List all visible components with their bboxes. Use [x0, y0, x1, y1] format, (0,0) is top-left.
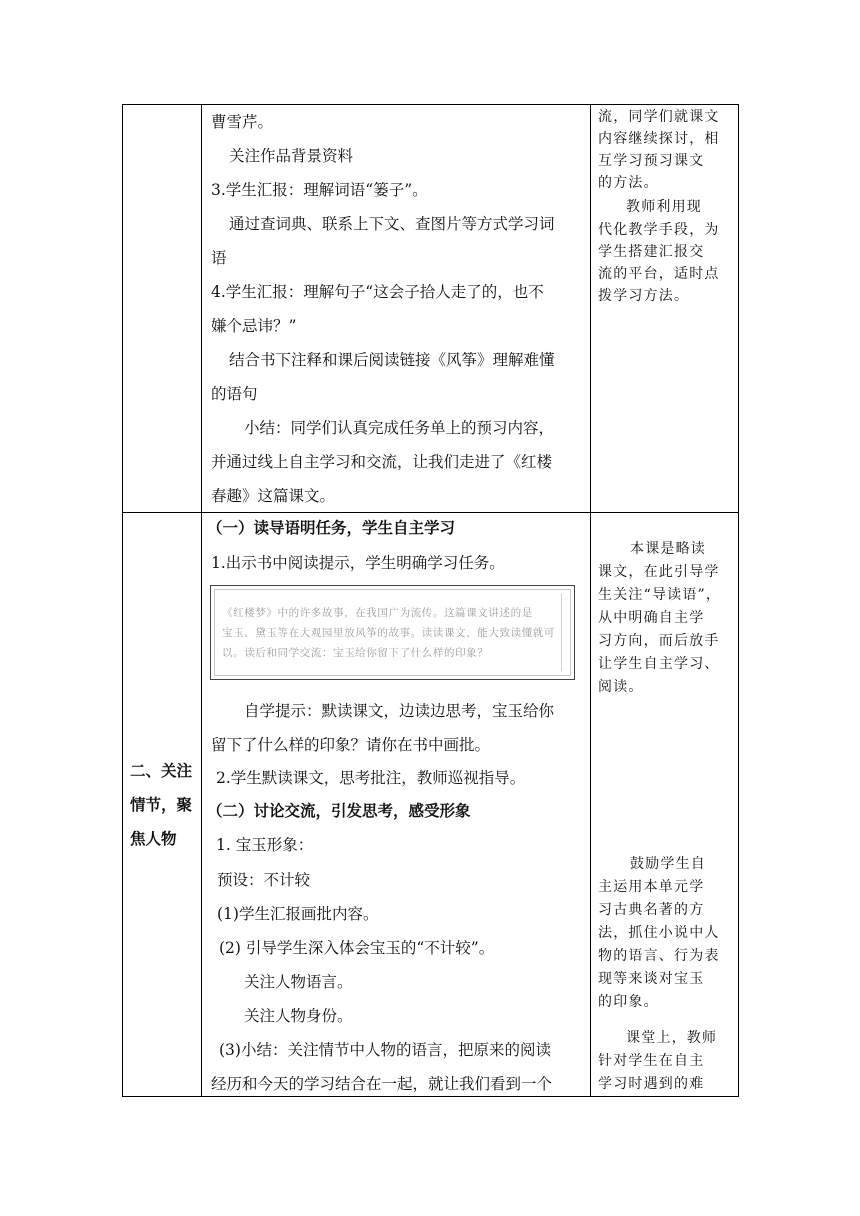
side-note-line: 阅读。 [598, 679, 644, 695]
reading-prompt-divider [561, 594, 562, 671]
section-heading: （一）读导语明任务，学生自主学习 [207, 518, 456, 537]
content-line: 4.学生汇报：理解句子“这会子拾人走了的，也不 [211, 283, 544, 301]
summary-line: 春趣》这篇课文。 [211, 487, 336, 505]
side-note-line: 拨学习方法。 [598, 288, 690, 304]
side-note-line: 从中明确自主学 [598, 610, 705, 626]
side-note-line: 让学生自主学习、 [598, 656, 720, 672]
side-note-line: 的方法。 [598, 175, 659, 191]
summary-line: 小结：同学们认真完成任务单上的预习内容， [244, 419, 555, 437]
step-text: 2.学生默读课文，思考批注，教师巡视指导。 [216, 769, 526, 787]
step-text: 1.出示书中阅读提示，学生明确学习任务。 [211, 554, 505, 572]
content-line: 语 [211, 249, 227, 267]
content-line: 曹雪芹。 [211, 113, 274, 131]
side-note-line: 流的平台，适时点 [598, 266, 720, 282]
side-note-line: 流，同学们就课文 [598, 109, 720, 125]
content-line: 通过查词典、联系上下文、查图片等方式学习词 [229, 215, 555, 233]
section-label: 焦人物 [130, 829, 177, 848]
side-note-line: 本课是略读 [630, 541, 706, 557]
content-line: 3.学生汇报：理解词语“篓子”。 [211, 181, 428, 199]
content-line: 的语句 [211, 385, 258, 403]
side-note-line: 法，抓住小说中人 [598, 925, 720, 941]
column-divider-1 [201, 105, 202, 1096]
section-heading: （二）讨论交流，引发思考，感受形象 [207, 801, 471, 820]
item-text: (2) 引导学生深入体会宝玉的“不计较”。 [219, 939, 495, 957]
side-note-line: 代化教学手段，为 [598, 222, 720, 238]
self-study-line: 自学提示：默读课文，边读边思考，宝玉给你 [244, 702, 555, 720]
side-note-line: 生关注“导读语”， [598, 587, 722, 603]
side-note-line: 针对学生在自主 [598, 1053, 705, 1069]
reading-prompt-line: 《红楼梦》中的许多故事，在我国广为流传。这篇课文讲述的是 [222, 607, 533, 619]
side-note-line: 课堂上，教师 [626, 1030, 718, 1046]
item-text: 经历和今天的学习结合在一起，就让我们看到一个 [211, 1075, 553, 1093]
self-study-line: 留下了什么样的印象？请你在书中画批。 [211, 736, 491, 754]
item-text: 1. 宝玉形象： [216, 836, 314, 854]
side-note-line: 现等来谈对宝玉 [598, 971, 705, 987]
content-line: 关注作品背景资料 [229, 147, 354, 165]
side-note-line: 鼓励学生自 [630, 856, 706, 872]
side-note-line: 物的语言、行为表 [598, 948, 720, 964]
side-note-line: 习古典名著的方 [598, 902, 705, 918]
section-label: 情节，聚 [130, 795, 193, 814]
section-label: 二、关注 [130, 761, 193, 780]
content-line: 嫌个忌讳？” [211, 317, 297, 335]
item-text: 预设：不计较 [217, 871, 311, 889]
side-note-line: 内容继续探讨，相 [598, 131, 720, 147]
reading-prompt-image [210, 585, 575, 680]
side-note-line: 学生搭建汇报交 [598, 244, 705, 260]
column-divider-2 [590, 105, 591, 1096]
side-note-line: 习方向，而后放手 [598, 633, 720, 649]
row-divider [123, 512, 738, 513]
side-note-line: 互学习预习课文 [598, 153, 705, 169]
side-note-line: 学习时遇到的难 [598, 1076, 705, 1092]
side-note-line: 课文，在此引导学 [598, 564, 720, 580]
side-note-line: 的印象。 [598, 994, 659, 1010]
summary-line: 并通过线上自主学习和交流，让我们走进了《红楼 [211, 453, 553, 471]
item-text: (1)学生汇报画批内容。 [217, 905, 379, 923]
side-note-line: 教师利用现 [626, 199, 702, 215]
item-text: 关注人物身份。 [244, 1007, 353, 1025]
item-text: 关注人物语言。 [244, 973, 353, 991]
side-note-line: 主运用本单元学 [598, 879, 705, 895]
item-text: (3)小结：关注情节中人物的语言，把原来的阅读 [219, 1041, 551, 1059]
reading-prompt-line: 宝玉、黛玉等在大观园里放风筝的故事。读读课文，能大致读懂就可 [222, 627, 555, 639]
reading-prompt-line: 以。读后和同学交流：宝玉给你留下了什么样的印象？ [222, 647, 489, 659]
content-line: 结合书下注释和课后阅读链接《风筝》理解难懂 [229, 351, 555, 369]
